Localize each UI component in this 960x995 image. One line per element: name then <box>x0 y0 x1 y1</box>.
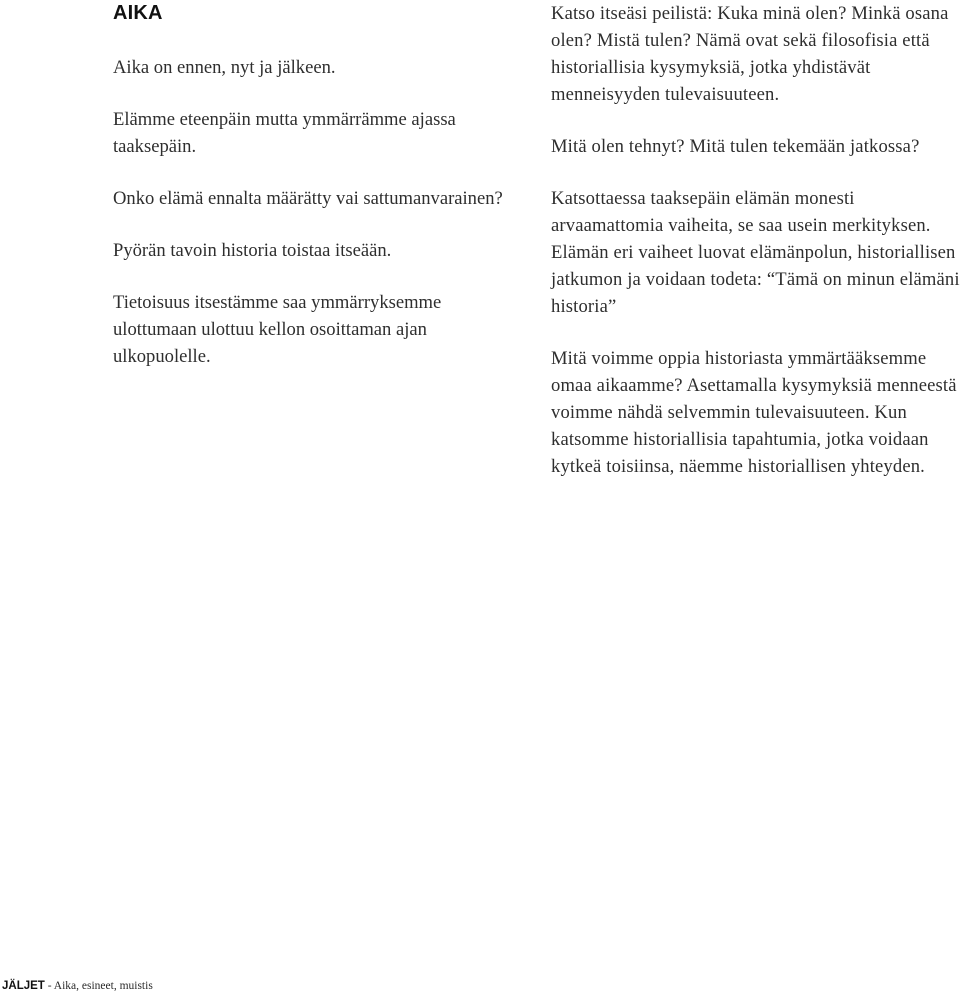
footer-text: Aika, esineet, muistis <box>53 980 153 992</box>
right-paragraph-4: Mitä voimme oppia historiasta ymmärtääksemme omaa aikaamme? Asettamalla kysymyksiä menneestä voimme nähdä selvemmin tulevaisuuteen. Kun katsomme historiallisia tapahtumia, jotka voidaan kytkeä toisiinsa, näemme historiallisen yhteyden. <box>551 348 957 477</box>
footer-separator: - <box>44 980 54 992</box>
left-column <box>113 54 523 395</box>
left-paragraph-4: Pyörän tavoin historia toistaa itseään. <box>113 240 392 261</box>
page-title: AIKA <box>113 2 163 24</box>
right-column <box>551 0 960 505</box>
right-paragraph-3: Katsottaessa taaksepäin elämän monesti arvaamattomia vaiheita, se saa usein merkityksen. Elämän eri vaiheet luovat elämänpolun, historiallisen jatkumon ja voidaan todeta: “Tämä on minun elämäni historia” <box>551 188 960 317</box>
left-paragraph-5: Tietoisuus itsestämme saa ymmärryksemme ulottumaan ulottuu kellon osoittaman ajan ulkopuolelle. <box>113 292 442 367</box>
left-paragraph-1: Aika on ennen, nyt ja jälkeen. <box>113 57 336 78</box>
left-paragraph-2: Elämme eteenpäin mutta ymmärrämme ajassa taaksepäin. <box>113 109 456 157</box>
right-paragraph-2: Mitä olen tehnyt? Mitä tulen tekemään jatkossa? <box>551 136 920 157</box>
right-paragraph-1: Katso itseäsi peilistä: Kuka minä olen? Minkä osana olen? Mistä tulen? Nämä ovat sekä filosofisia että historiallisia kysymyksiä, jotka yhdistävät menneisyyden tulevaisuuteen. <box>551 3 949 105</box>
page-footer <box>2 980 153 992</box>
left-paragraph-3: Onko elämä ennalta määrätty vai sattumanvarainen? <box>113 188 503 209</box>
footer-brand: JÄLJET <box>2 980 45 992</box>
